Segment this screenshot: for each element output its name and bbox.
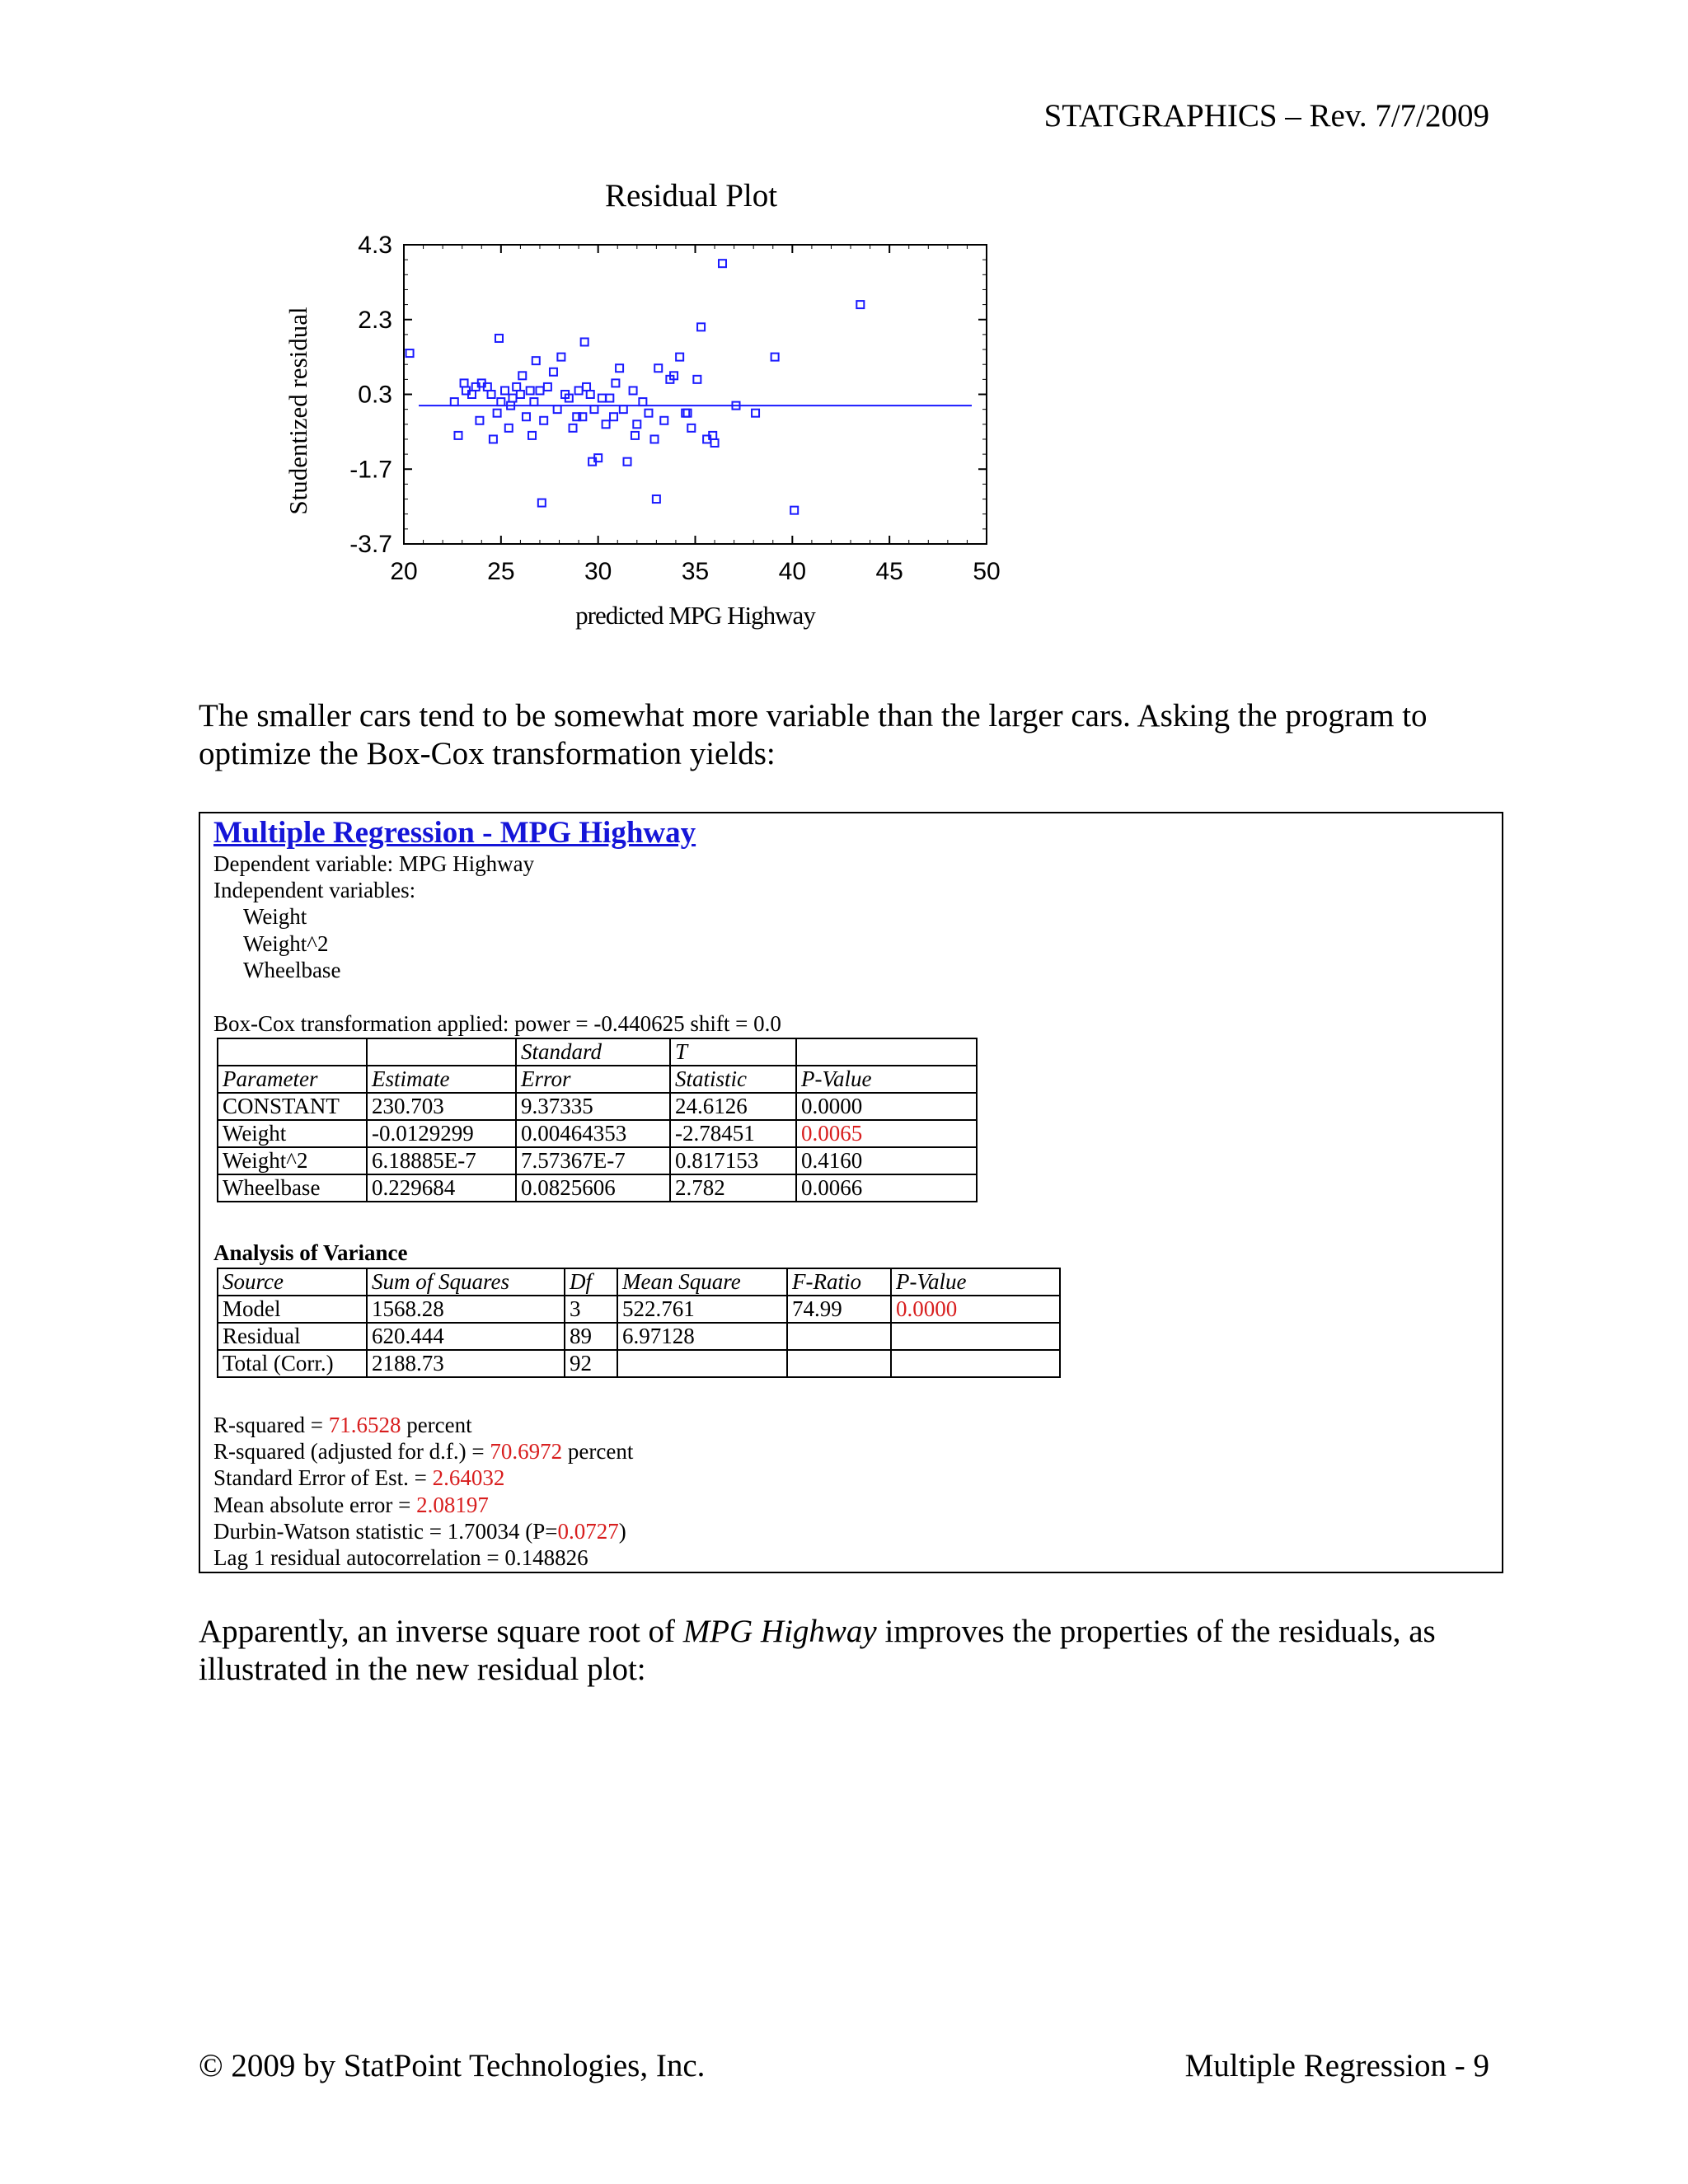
- table-cell: 74.99: [787, 1296, 891, 1323]
- data-point: [505, 424, 513, 432]
- independent-var: Wheelbase: [243, 958, 341, 982]
- header-cell: T: [670, 1038, 796, 1066]
- stat-label: R-squared =: [213, 1413, 329, 1437]
- footer-page-number: Multiple Regression - 9: [1184, 2048, 1489, 2083]
- data-point: [719, 260, 726, 267]
- data-point: [451, 398, 458, 405]
- data-point: [590, 405, 598, 413]
- stat-r-squared-adj: [213, 1439, 633, 1465]
- x-tick-label: 25: [487, 558, 515, 585]
- table-cell: Total (Corr.): [218, 1350, 367, 1377]
- output-title[interactable]: Multiple Regression - MPG Highway: [213, 816, 696, 850]
- table-cell: 3: [565, 1296, 617, 1323]
- data-point: [570, 424, 577, 432]
- data-point: [598, 395, 606, 402]
- y-axis-label: Studentized residual: [284, 307, 312, 515]
- table-cell: 0.0065: [796, 1120, 977, 1147]
- table-cell: 230.703: [367, 1093, 516, 1120]
- data-point: [752, 410, 759, 417]
- x-tick-label: 30: [584, 558, 612, 585]
- x-tick-label: 50: [973, 558, 1001, 585]
- y-tick-label: -1.7: [349, 456, 392, 484]
- boxcox-info: Box-Cox transformation applied: power = -0.440625 shift = 0.0: [213, 1011, 781, 1036]
- paragraph-2: [199, 1613, 1517, 1689]
- para2-emphasis: MPG Highway: [682, 1614, 877, 1649]
- data-point: [697, 323, 705, 330]
- data-point: [550, 368, 557, 376]
- table-row: [218, 1296, 1060, 1323]
- table-row: [218, 1120, 977, 1147]
- data-point: [856, 301, 864, 308]
- data-point: [639, 398, 646, 405]
- table-cell: 0.0825606: [516, 1174, 670, 1202]
- table-cell: -2.78451: [670, 1120, 796, 1147]
- data-point: [645, 410, 652, 417]
- x-tick-label: 35: [681, 558, 710, 585]
- data-point: [612, 379, 619, 387]
- table-cell: Residual: [218, 1323, 367, 1350]
- stat-value: 0.0727: [557, 1519, 619, 1544]
- table-cell: 522.761: [617, 1296, 787, 1323]
- header-cell: P-Value: [891, 1268, 1060, 1296]
- data-point: [654, 364, 662, 372]
- data-point: [532, 357, 540, 364]
- stat-value: 70.6972: [490, 1439, 563, 1464]
- table-cell: 0.817153: [670, 1147, 796, 1174]
- table-cell: CONSTANT: [218, 1093, 367, 1120]
- data-point: [653, 495, 660, 503]
- data-point: [610, 413, 617, 420]
- paragraph-1: The smaller cars tend to be somewhat more variable than the larger cars. Asking the program to optimize the Box-Cox transformation yields:: [199, 698, 1428, 771]
- header-cell: Estimate: [367, 1066, 516, 1093]
- stat-lag1: Lag 1 residual autocorrelation = 0.148826: [213, 1545, 588, 1570]
- table-row: [218, 1093, 977, 1120]
- stat-std-error: [213, 1465, 504, 1491]
- table-cell: 0.00464353: [516, 1120, 670, 1147]
- data-point: [587, 391, 594, 398]
- regression-output-box: [199, 812, 1503, 1573]
- para2-text: Apparently, an inverse square root of: [199, 1614, 683, 1649]
- stat-label: Standard Error of Est. =: [213, 1465, 433, 1490]
- table-row: [218, 1323, 1060, 1350]
- table-cell: 89: [565, 1323, 617, 1350]
- stat-suffix: percent: [562, 1439, 634, 1464]
- table-cell: 1568.28: [367, 1296, 565, 1323]
- y-tick-label: 4.3: [358, 232, 392, 259]
- table-cell: 2.782: [670, 1174, 796, 1202]
- table-cell: [787, 1350, 891, 1377]
- data-point: [461, 379, 468, 387]
- x-tick-label: 20: [390, 558, 418, 585]
- data-point: [711, 439, 719, 447]
- data-point: [530, 398, 537, 405]
- stat-label: Durbin-Watson statistic = 1.70034 (P=: [213, 1519, 558, 1544]
- data-point: [509, 395, 516, 402]
- stat-mae: [213, 1493, 489, 1518]
- data-point: [557, 354, 565, 361]
- table-cell: Wheelbase: [218, 1174, 367, 1202]
- table-cell: 6.18885E-7: [367, 1147, 516, 1174]
- data-point: [633, 420, 640, 428]
- data-point: [540, 417, 547, 424]
- table-cell: 0.0000: [796, 1093, 977, 1120]
- data-point: [544, 383, 551, 391]
- data-point: [488, 391, 495, 398]
- header-cell: [218, 1038, 367, 1066]
- plot-frame: [404, 245, 987, 544]
- data-point: [676, 354, 683, 361]
- table-cell: 2188.73: [367, 1350, 565, 1377]
- table-cell: -0.0129299: [367, 1120, 516, 1147]
- stat-value: 2.08197: [416, 1493, 489, 1517]
- coefficient-table: [217, 1038, 978, 1202]
- chart-title: Residual Plot: [605, 178, 778, 213]
- header-cell: Mean Square: [617, 1268, 787, 1296]
- header-cell: Error: [516, 1066, 670, 1093]
- table-cell: [617, 1350, 787, 1377]
- data-point: [476, 417, 483, 424]
- stat-value: 71.6528: [328, 1413, 401, 1437]
- table-cell: [891, 1350, 1060, 1377]
- data-point: [630, 387, 637, 394]
- stat-value: 2.64032: [432, 1465, 505, 1490]
- table-cell: 0.229684: [367, 1174, 516, 1202]
- table-cell: 9.37335: [516, 1093, 670, 1120]
- table-cell: 0.0066: [796, 1174, 977, 1202]
- table-cell: 92: [565, 1350, 617, 1377]
- data-point: [616, 364, 623, 372]
- para2-text: improves the properties of the residuals, as illustrated in the new residual plot:: [199, 1614, 1436, 1687]
- table-cell: [787, 1323, 891, 1350]
- header-cell: F-Ratio: [787, 1268, 891, 1296]
- y-tick-label: 2.3: [358, 306, 392, 334]
- data-point: [581, 338, 588, 345]
- dependent-variable: Dependent variable: MPG Highway: [213, 851, 535, 876]
- data-point: [494, 410, 501, 417]
- data-point: [693, 376, 701, 383]
- data-point: [624, 458, 631, 466]
- data-point: [523, 413, 530, 420]
- header-cell: Standard: [516, 1038, 670, 1066]
- data-point: [513, 383, 520, 391]
- data-point: [501, 387, 509, 394]
- table-row: [218, 1174, 977, 1202]
- anova-table: [217, 1268, 1061, 1378]
- data-point: [527, 387, 534, 394]
- stat-r-squared: [213, 1413, 472, 1438]
- data-point: [682, 410, 689, 417]
- table-header-row: [218, 1038, 977, 1066]
- data-point: [771, 354, 779, 361]
- data-point: [495, 335, 503, 342]
- table-header-row: [218, 1066, 977, 1093]
- table-row: [218, 1350, 1060, 1377]
- x-tick-label: 45: [875, 558, 903, 585]
- data-point: [684, 410, 692, 417]
- data-point: [490, 435, 497, 443]
- data-point: [583, 383, 590, 391]
- header-cell: P-Value: [796, 1066, 977, 1093]
- data-point: [518, 372, 526, 379]
- header-cell: Parameter: [218, 1066, 367, 1093]
- data-point: [538, 499, 546, 507]
- data-point: [651, 435, 659, 443]
- independent-var: Weight: [243, 904, 307, 929]
- independent-label: Independent variables:: [213, 878, 416, 902]
- table-cell: [891, 1323, 1060, 1350]
- stat-suffix: ): [618, 1519, 626, 1544]
- data-point: [687, 424, 695, 432]
- header-cell: [796, 1038, 977, 1066]
- header-cell: [367, 1038, 516, 1066]
- anova-title: Analysis of Variance: [213, 1240, 408, 1265]
- y-tick-label: 0.3: [358, 381, 392, 409]
- table-cell: Weight^2: [218, 1147, 367, 1174]
- data-point: [536, 387, 543, 394]
- x-tick-label: 40: [778, 558, 807, 585]
- data-point: [631, 432, 639, 439]
- table-cell: Weight: [218, 1120, 367, 1147]
- independent-var: Weight^2: [243, 931, 329, 956]
- data-point: [406, 349, 414, 357]
- table-cell: 6.97128: [617, 1323, 787, 1350]
- header-cell: Source: [218, 1268, 367, 1296]
- stat-label: R-squared (adjusted for d.f.) =: [213, 1439, 490, 1464]
- table-cell: 0.0000: [891, 1296, 1060, 1323]
- data-point: [554, 405, 561, 413]
- table-cell: 7.57367E-7: [516, 1147, 670, 1174]
- data-point: [620, 405, 627, 413]
- stat-label: Mean absolute error =: [213, 1493, 417, 1517]
- data-point: [575, 387, 583, 394]
- table-cell: 24.6126: [670, 1093, 796, 1120]
- stat-durbin-watson: [213, 1519, 626, 1544]
- table-cell: 620.444: [367, 1323, 565, 1350]
- data-point: [660, 417, 668, 424]
- data-point: [517, 391, 524, 398]
- data-point: [603, 420, 610, 428]
- header-cell: Statistic: [670, 1066, 796, 1093]
- data-point: [790, 507, 798, 514]
- data-point: [528, 432, 536, 439]
- x-axis-label: predicted MPG Highway: [575, 601, 815, 630]
- header-cell: Df: [565, 1268, 617, 1296]
- y-tick-label: -3.7: [349, 531, 392, 558]
- data-point: [454, 432, 462, 439]
- table-header-row: [218, 1268, 1060, 1296]
- footer-copyright: © 2009 by StatPoint Technologies, Inc.: [199, 2048, 706, 2083]
- table-cell: 0.4160: [796, 1147, 977, 1174]
- table-row: [218, 1147, 977, 1174]
- data-point: [606, 395, 613, 402]
- data-point: [497, 398, 504, 405]
- header-cell: Sum of Squares: [367, 1268, 565, 1296]
- table-cell: Model: [218, 1296, 367, 1323]
- page-header: STATGRAPHICS – Rev. 7/7/2009: [1043, 98, 1489, 134]
- residual-plot: [0, 0, 1688, 659]
- stat-suffix: percent: [401, 1413, 472, 1437]
